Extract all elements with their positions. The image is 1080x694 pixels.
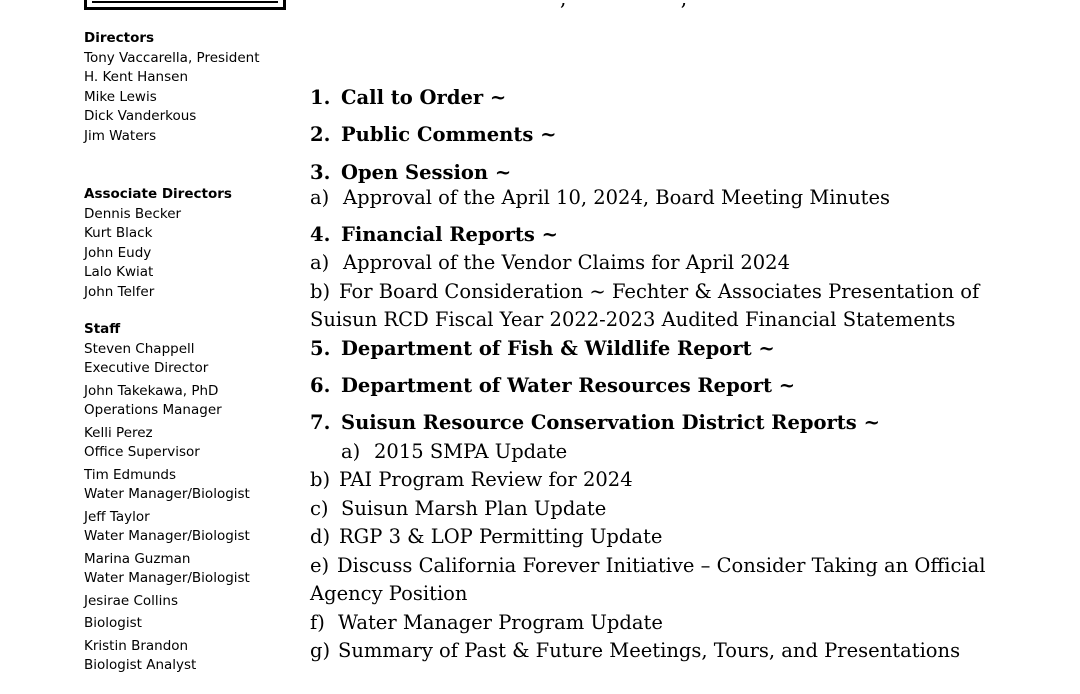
- agenda-item-district-reports: [310, 411, 880, 434]
- staff-name: Kelli Perez: [84, 424, 153, 441]
- staff-title: Water Manager/Biologist: [84, 528, 250, 544]
- agenda-item-label: Open Session ~: [341, 161, 512, 184]
- sub-item-pai-review: [310, 468, 633, 491]
- staff-name: Tim Edmunds: [84, 466, 176, 483]
- sub-item-california-forever-continuation: Agency Position: [310, 582, 468, 605]
- staff-name: John Takekawa, PhD: [84, 382, 219, 399]
- associate-director-name: Dennis Becker: [84, 205, 182, 222]
- sub-item-smpa-update: [341, 440, 567, 463]
- sub-item-marsh-plan: [310, 497, 606, 520]
- sub-item-text: Summary of Past & Future Meetings, Tours, and Presentations: [338, 639, 961, 662]
- staff-title: Executive Director: [84, 360, 209, 376]
- sub-item-text: Approval of the Vendor Claims for April 2024: [343, 251, 790, 274]
- sub-item-letter: c): [310, 497, 329, 520]
- associate-director-name: John Eudy: [84, 244, 152, 261]
- agenda-item-number: 5.: [310, 337, 331, 360]
- agenda-item-label: Call to Order ~: [341, 86, 507, 109]
- district-logo-frame: [84, 0, 286, 10]
- sub-item-rgp-permitting: [310, 525, 662, 548]
- agenda-item-number: 6.: [310, 374, 331, 397]
- associate-directors-heading: Associate Directors: [84, 186, 232, 202]
- sub-item-approval-minutes: [310, 186, 890, 209]
- sub-item-text: Suisun Marsh Plan Update: [341, 497, 607, 520]
- sub-item-audit-continuation: Suisun RCD Fiscal Year 2022-2023 Audited Financial Statements: [310, 308, 956, 331]
- director-name: Tony Vaccarella, President: [84, 49, 260, 66]
- directors-heading: Directors: [84, 30, 155, 46]
- staff-member: [84, 550, 284, 589]
- director-name: Jim Waters: [84, 127, 157, 144]
- staff-member: [84, 614, 284, 634]
- director-name: Dick Vanderkous: [84, 108, 197, 124]
- staff-member: [84, 637, 284, 676]
- agenda-item-fish-wildlife: [310, 337, 775, 360]
- sub-item-vendor-claims: [310, 251, 790, 274]
- sub-item-letter: b): [310, 468, 331, 491]
- sub-item-letter: a): [341, 440, 361, 463]
- associate-director-name: John Telfer: [84, 283, 155, 300]
- agenda-item-financial-reports: [310, 223, 558, 246]
- sub-item-text: For Board Consideration ~ Fechter & Associates Presentation of: [339, 280, 980, 303]
- sub-item-text: PAI Program Review for 2024: [339, 468, 633, 491]
- agenda-item-number: 1.: [310, 86, 331, 109]
- directors-group: [84, 29, 284, 146]
- sub-item-audit-presentation: [310, 280, 979, 303]
- staff-title: Operations Manager: [84, 402, 222, 418]
- staff-member: [84, 592, 284, 612]
- sub-item-letter: e): [310, 554, 330, 577]
- staff-heading: Staff: [84, 321, 121, 337]
- sub-item-letter: b): [310, 280, 331, 303]
- staff-title: Biologist Analyst: [84, 657, 197, 673]
- staff-name: Kristin Brandon: [84, 637, 189, 654]
- agenda-item-water-resources: [310, 374, 795, 397]
- agenda-item-label: Department of Fish & Wildlife Report ~: [341, 337, 775, 360]
- sub-item-letter: g): [310, 639, 331, 662]
- staff-title: Biologist: [84, 615, 142, 631]
- agenda-item-label: Public Comments ~: [341, 123, 557, 146]
- staff-member: [84, 466, 284, 505]
- staff-name: Jeff Taylor: [84, 508, 150, 525]
- agenda-item-number: 2.: [310, 123, 331, 146]
- sub-item-text: 2015 SMPA Update: [374, 440, 568, 463]
- agenda-item-number: 7.: [310, 411, 331, 434]
- sub-item-text: RGP 3 & LOP Permitting Update: [339, 525, 663, 548]
- staff-title: Water Manager/Biologist: [84, 570, 250, 586]
- associate-directors-group: [84, 185, 284, 302]
- sub-item-text: Discuss California Forever Initiative – Consider Taking an Official: [337, 554, 986, 577]
- staff-member: [84, 424, 284, 463]
- sub-item-text: Approval of the April 10, 2024, Board Meeting Minutes: [343, 186, 891, 209]
- agenda-item-number: 3.: [310, 161, 331, 184]
- sub-item-california-forever: [310, 554, 986, 577]
- associate-director-name: Kurt Black: [84, 225, 153, 241]
- agenda-item-label: Department of Water Resources Report ~: [341, 374, 796, 397]
- sub-item-letter: f): [310, 611, 325, 634]
- sub-item-text: Water Manager Program Update: [338, 611, 663, 634]
- agenda-item-label: Suisun Resource Conservation District Reports ~: [341, 411, 880, 434]
- staff-title: Office Supervisor: [84, 444, 200, 460]
- director-name: H. Kent Hansen: [84, 69, 188, 85]
- director-name: Mike Lewis: [84, 88, 157, 105]
- staff-name: Marina Guzman: [84, 550, 191, 567]
- agenda-item-label: Financial Reports ~: [341, 223, 558, 246]
- sub-item-water-manager-program: [310, 611, 663, 634]
- associate-director-name: Lalo Kwiat: [84, 264, 154, 280]
- staff-member: [84, 340, 284, 379]
- agenda-item-public-comments: [310, 123, 556, 146]
- staff-name: Jesirae Collins: [84, 592, 179, 609]
- staff-title: Water Manager/Biologist: [84, 486, 250, 502]
- staff-member: [84, 382, 284, 421]
- header-date-fragment: [560, 0, 741, 10]
- staff-name: Steven Chappell: [84, 340, 195, 357]
- sub-item-letter: a): [310, 186, 330, 209]
- agenda-item-open-session: [310, 161, 511, 184]
- sub-item-letter: d): [310, 525, 331, 548]
- agenda-item-call-to-order: [310, 86, 506, 109]
- staff-group: [84, 320, 284, 676]
- staff-member: [84, 508, 284, 547]
- agenda-item-number: 4.: [310, 223, 331, 246]
- sub-item-meetings-summary: [310, 639, 960, 662]
- sub-item-letter: a): [310, 251, 330, 274]
- sidebar-roster: [84, 29, 284, 694]
